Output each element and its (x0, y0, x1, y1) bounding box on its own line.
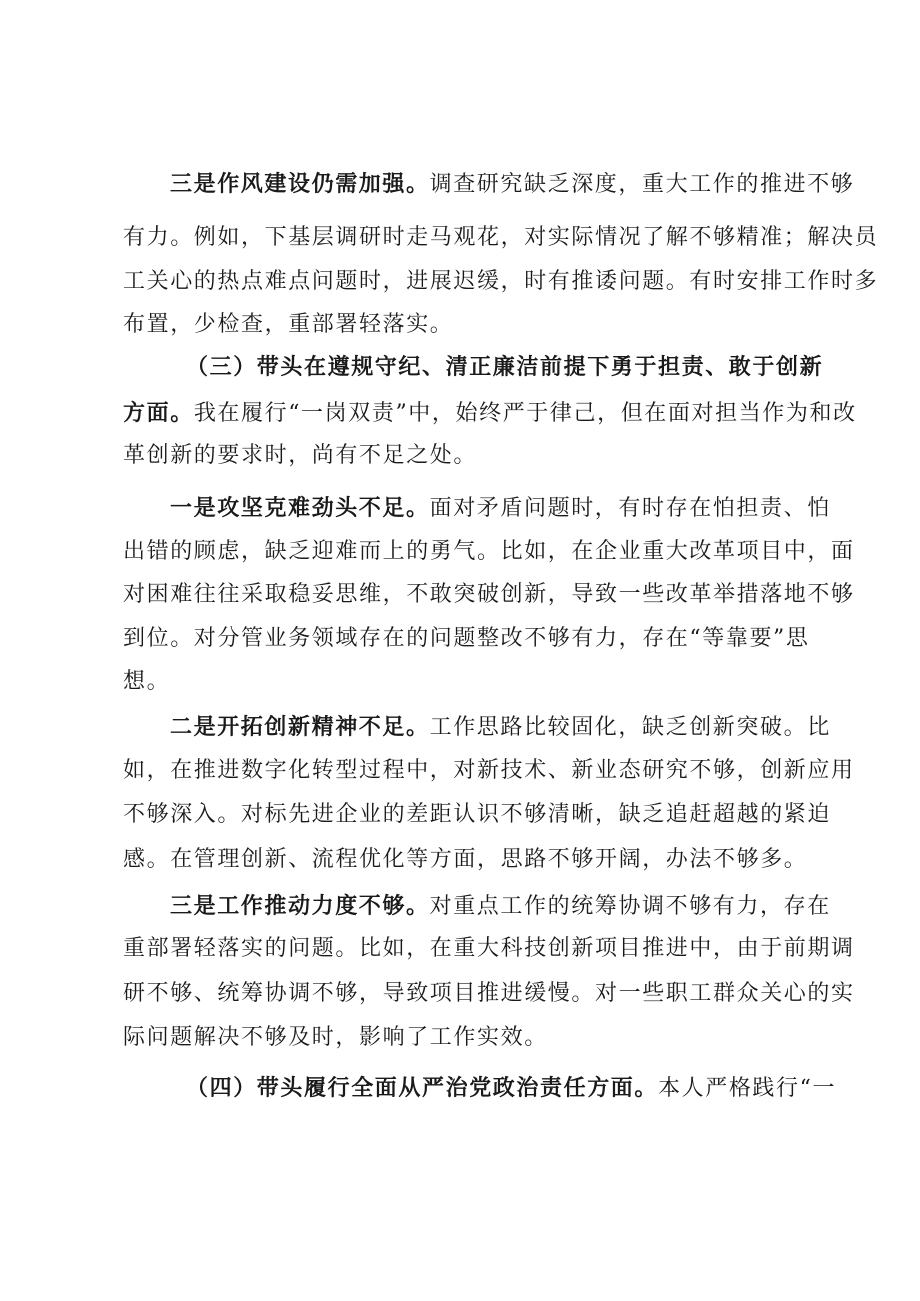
paragraph-4-line-3: 不够深入。对标先进企业的差距认识不够清晰，缺乏追赶超越的紧迫 (123, 802, 832, 827)
section-4-line-1 (186, 1067, 836, 1109)
paragraph-4-line-1 (170, 706, 831, 748)
paragraph-3-text: 面对矛盾问题时，有时存在怕担责、怕 (429, 496, 831, 521)
paragraph-2-line-2 (123, 392, 857, 434)
paragraph-1-line-1 (170, 163, 854, 205)
paragraph-5-line-1 (170, 885, 831, 927)
section-3-heading-line-1 (186, 346, 823, 388)
paragraph-4-text: 工作思路比较固化，缺乏创新突破。比 (429, 715, 831, 740)
paragraph-4-line-4: 感。在管理创新、流程优化等方面，思路不够开阔，办法不够多。 (123, 847, 808, 872)
paragraph-5-line-2: 重部署轻落实的问题。比如，在重大科技创新项目推进中，由于前期调 (123, 936, 855, 961)
paragraph-3-line-2: 出错的顾虑，缺乏迎难而上的勇气。比如，在企业重大改革项目中，面 (123, 539, 855, 564)
paragraph-1-line-3: 工关心的热点难点问题时，进展迟缓，时有推诿问题。有时安排工作时多 (123, 269, 879, 294)
paragraph-3-line-4: 到位。对分管业务领域存在的问题整改不够有力，存在“等靠要”思 (123, 626, 810, 651)
section-3-heading-tail: 方面。 (123, 400, 194, 426)
paragraph-3-line-3: 对困难往往采取稳妥思维，不敢突破创新，导致一些改革举措落地不够 (123, 582, 855, 607)
paragraph-3-line-1 (170, 487, 831, 529)
paragraph-5-heading: 三是工作推动力度不够。 (170, 893, 430, 919)
paragraph-5-text: 对重点工作的统筹协调不够有力，存在 (429, 894, 831, 919)
paragraph-1-line-4: 布置，少检查，重部署轻落实。 (123, 312, 454, 337)
paragraph-1-text: 调查研究缺乏深度，重大工作的推进不够 (429, 172, 855, 197)
paragraph-1-line-2: 有力。例如，下基层调研时走马观花，对实际情况了解不够精准；解决员 (123, 225, 879, 250)
section-3-heading: （三）带头在遵规守纪、清正廉洁前提下勇于担责、敢于创新 (186, 354, 824, 380)
paragraph-5-line-3: 研不够、统筹协调不够，导致项目推进缓慢。对一些职工群众关心的实 (123, 981, 855, 1006)
paragraph-4-heading: 二是开拓创新精神不足。 (170, 714, 430, 740)
paragraph-5-line-4: 际问题解决不够及时，影响了工作实效。 (123, 1025, 548, 1050)
paragraph-1-heading: 三是作风建设仍需加强。 (170, 171, 430, 197)
paragraph-3-heading: 一是攻坚克难劲头不足。 (170, 495, 430, 521)
paragraph-2-text: 我在履行“一岗双责”中，始终严于律己，但在面对担当作为和改 (193, 401, 857, 426)
paragraph-2-line-3: 革创新的要求时，尚有不足之处。 (123, 443, 478, 468)
section-4-heading: （四）带头履行全面从严治党政治责任方面。 (186, 1075, 659, 1101)
section-4-text: 本人严格践行“一 (658, 1076, 837, 1101)
paragraph-3-line-5: 想。 (123, 669, 171, 694)
paragraph-4-line-2: 如，在推进数字化转型过程中，对新技术、新业态研究不够，创新应用 (123, 758, 855, 783)
